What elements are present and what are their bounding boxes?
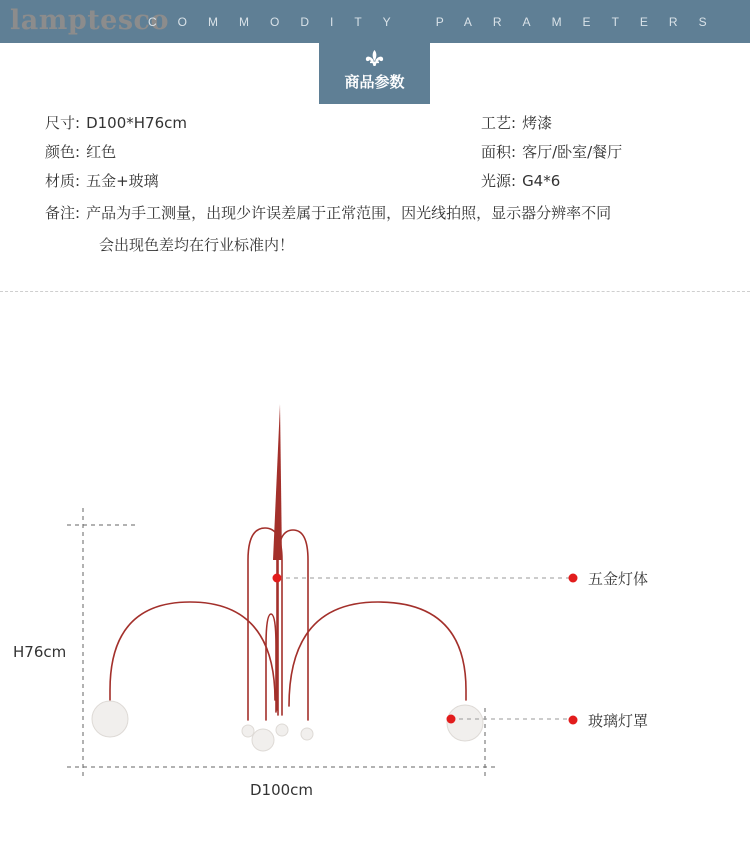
param-value: D100*H76cm bbox=[86, 114, 187, 132]
param-value: 客厅/卧室/餐厅 bbox=[522, 143, 623, 161]
param-value: 烤漆 bbox=[522, 114, 553, 132]
glass-globes bbox=[92, 701, 483, 751]
callout-shade-label: 玻璃灯罩 bbox=[588, 712, 649, 730]
width-dimension-label: D100cm bbox=[250, 781, 314, 799]
brand-logo: lamptesco bbox=[10, 5, 169, 36]
param-light-source bbox=[481, 171, 560, 191]
param-value: 红色 bbox=[86, 143, 117, 161]
lamp-drawing bbox=[110, 404, 466, 720]
param-label: 光源: bbox=[481, 172, 517, 190]
param-craft bbox=[481, 113, 552, 133]
param-label: 备注: bbox=[45, 204, 81, 222]
param-size bbox=[45, 113, 187, 133]
callout-markers bbox=[273, 574, 578, 725]
header-bar bbox=[0, 0, 750, 43]
param-label: 材质: bbox=[45, 172, 81, 190]
callout-body-label: 五金灯体 bbox=[588, 570, 649, 588]
param-color bbox=[45, 142, 116, 162]
section-title: 商品参数 bbox=[344, 73, 405, 91]
height-dimension-label: H76cm bbox=[13, 643, 67, 661]
fleur-de-lis-icon bbox=[319, 49, 430, 67]
param-area bbox=[481, 142, 622, 162]
param-value: 五金+玻璃 bbox=[86, 172, 159, 190]
section-badge bbox=[319, 43, 430, 104]
section-divider bbox=[0, 291, 750, 292]
param-note bbox=[45, 203, 611, 223]
param-value: G4*6 bbox=[522, 172, 561, 190]
param-label: 颜色: bbox=[45, 143, 81, 161]
callout-leaders bbox=[278, 578, 572, 719]
header-subtitle: COMMODITY PARAMETERS bbox=[148, 15, 728, 29]
param-value: 产品为手工测量，出现少许误差属于正常范围，因光线拍照，显示器分辨率不同 bbox=[86, 204, 612, 222]
param-label: 工艺: bbox=[481, 114, 517, 132]
param-material bbox=[45, 171, 159, 191]
note-continuation: 会出现色差均在行业标准内！ bbox=[99, 236, 295, 254]
param-label: 面积: bbox=[481, 143, 517, 161]
param-label: 尺寸: bbox=[45, 114, 81, 132]
